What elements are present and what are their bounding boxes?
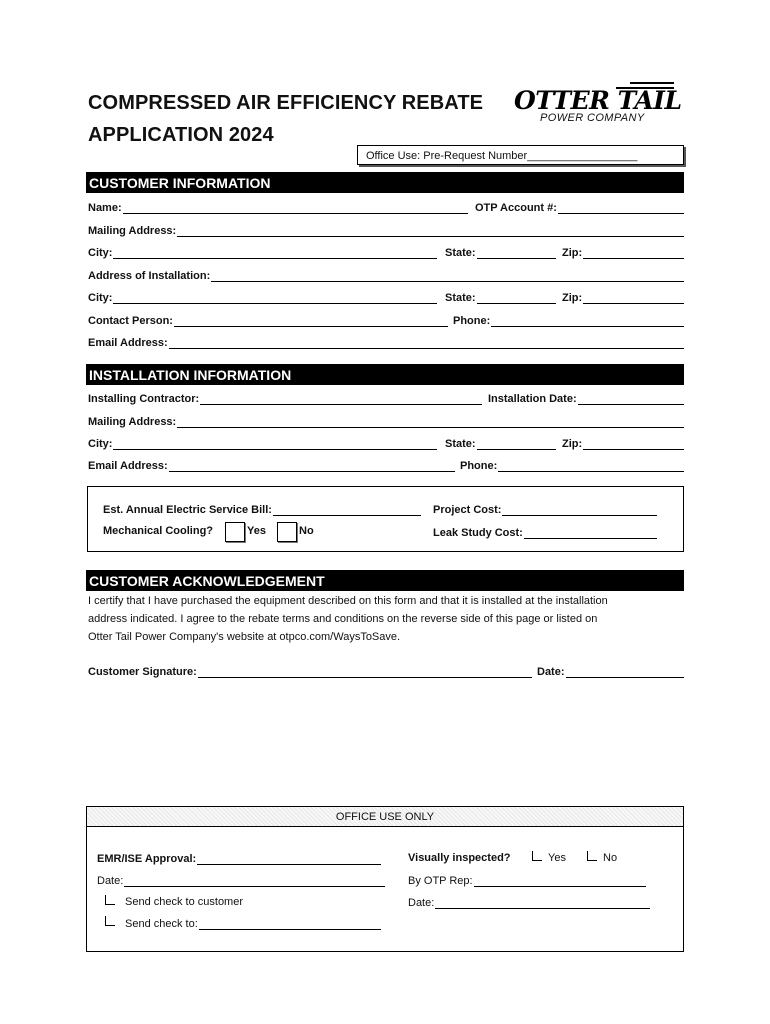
inst-zip-field[interactable] <box>562 436 684 450</box>
inspected-yes-checkbox[interactable] <box>532 851 542 861</box>
office-date-field[interactable] <box>97 873 385 887</box>
office-date2-field[interactable] <box>408 895 650 909</box>
row-otp-rep <box>408 873 648 889</box>
state-line[interactable] <box>477 247 556 259</box>
signature-field[interactable] <box>88 664 532 678</box>
office-date-label: Date: <box>97 875 124 887</box>
state-label: State: <box>445 247 476 259</box>
logo-wordmark: OTTER TAIL <box>514 86 682 115</box>
installing-contractor-field[interactable] <box>88 391 482 405</box>
signature-date-field[interactable] <box>537 664 684 678</box>
inst-mailing-address-label: Mailing Address: <box>88 416 177 428</box>
mech-cooling-label: Mechanical Cooling? <box>103 525 214 537</box>
otp-rep-line[interactable] <box>474 875 646 887</box>
mech-cooling-yes-label: Yes <box>247 525 266 537</box>
installation-date-line[interactable] <box>578 393 684 405</box>
otter-tail-logo <box>512 82 682 128</box>
office-use-prerequest-box[interactable]: Office Use: Pre-Request Number__________________ <box>357 145 684 165</box>
city2-label: City: <box>88 292 113 304</box>
form-title-line2: APPLICATION 2024 <box>88 124 274 146</box>
row-annual-bill <box>103 502 673 518</box>
office-date2-line[interactable] <box>435 897 650 909</box>
name-line[interactable] <box>123 202 468 214</box>
row-city2 <box>88 290 684 306</box>
otp-account-label: OTP Account #: <box>475 202 557 214</box>
row-contact <box>88 313 684 329</box>
state2-field[interactable] <box>445 290 556 304</box>
row-name <box>88 200 684 216</box>
state2-line[interactable] <box>477 292 556 304</box>
inst-phone-label: Phone: <box>460 460 498 472</box>
row-inst-city <box>88 436 684 452</box>
estimates-box <box>87 486 684 552</box>
city-label: City: <box>88 247 113 259</box>
zip2-field[interactable] <box>562 290 684 304</box>
installation-date-field[interactable] <box>488 391 684 405</box>
zip-label: Zip: <box>562 247 583 259</box>
inst-city-label: City: <box>88 438 113 450</box>
acknowledgement-heading: CUSTOMER ACKNOWLEDGEMENT <box>86 570 684 591</box>
emr-approval-field[interactable] <box>97 851 381 865</box>
name-label: Name: <box>88 202 122 214</box>
signature-label: Customer Signature: <box>88 666 197 678</box>
contact-person-line[interactable] <box>174 315 448 327</box>
mech-cooling-yes-checkbox[interactable] <box>225 522 245 542</box>
mech-cooling-no-checkbox[interactable] <box>277 522 297 542</box>
inst-state-field[interactable] <box>445 436 556 450</box>
inst-mailing-address-line[interactable] <box>177 416 684 428</box>
project-cost-field[interactable] <box>433 502 657 516</box>
zip-field[interactable] <box>562 245 684 259</box>
installation-info-heading: INSTALLATION INFORMATION <box>86 364 684 385</box>
otp-account-line[interactable] <box>558 202 684 214</box>
row-contractor <box>88 391 684 407</box>
contact-person-field[interactable] <box>88 313 448 327</box>
mailing-address-label: Mailing Address: <box>88 225 177 237</box>
row-inst-email <box>88 458 684 474</box>
installing-contractor-line[interactable] <box>200 393 482 405</box>
inspected-yes-label: Yes <box>548 852 566 864</box>
inst-city-field[interactable] <box>88 436 437 450</box>
row-office-date2 <box>408 895 650 911</box>
row-visually-inspected <box>408 851 678 867</box>
project-cost-label: Project Cost: <box>433 504 502 516</box>
annual-bill-label: Est. Annual Electric Service Bill: <box>103 504 272 516</box>
inst-mailing-address-field[interactable] <box>88 414 684 428</box>
logo-stripe-1 <box>630 82 674 84</box>
ack-line-2: address indicated. I agree to the rebate terms and conditions on the reverse side of this page or listed on <box>88 613 598 625</box>
address-installation-field[interactable] <box>88 268 684 282</box>
row-email <box>88 335 684 351</box>
leak-study-label: Leak Study Cost: <box>433 527 523 539</box>
otp-rep-field[interactable] <box>408 873 646 887</box>
emr-approval-label: EMR/ISE Approval: <box>97 853 197 865</box>
office-date-line[interactable] <box>124 875 385 887</box>
mailing-address-line[interactable] <box>177 225 684 237</box>
logo-subtitle: POWER COMPANY <box>540 112 645 124</box>
row-mailing <box>88 223 684 239</box>
row-send-customer <box>105 895 385 911</box>
signature-date-line[interactable] <box>566 666 684 678</box>
inst-phone-field[interactable] <box>460 458 684 472</box>
row-send-to <box>105 916 385 932</box>
installation-date-label: Installation Date: <box>488 393 577 405</box>
inst-state-line[interactable] <box>477 438 556 450</box>
row-city <box>88 245 684 261</box>
send-check-to-line[interactable] <box>199 918 381 930</box>
email-label: Email Address: <box>88 337 168 349</box>
signature-date-label: Date: <box>537 666 565 678</box>
city-field[interactable] <box>88 245 437 259</box>
form-title-line1: COMPRESSED AIR EFFICIENCY REBATE <box>88 92 484 114</box>
inst-email-line[interactable] <box>169 460 455 472</box>
acknowledgement-text <box>88 592 688 646</box>
send-check-to-label: Send check to: <box>125 918 198 930</box>
leak-study-line[interactable] <box>524 527 657 539</box>
leak-study-field[interactable] <box>433 525 657 539</box>
inst-email-label: Email Address: <box>88 460 168 472</box>
state-field[interactable] <box>445 245 556 259</box>
inst-zip-line[interactable] <box>583 438 684 450</box>
office-use-box <box>86 806 684 952</box>
row-inst-mailing <box>88 414 684 430</box>
zip2-line[interactable] <box>583 292 684 304</box>
inst-state-label: State: <box>445 438 476 450</box>
row-install-address <box>88 268 684 284</box>
row-office-date <box>97 873 387 889</box>
mailing-address-field[interactable] <box>88 223 684 237</box>
signature-line[interactable] <box>198 666 532 678</box>
name-field[interactable] <box>88 200 468 214</box>
zip-line[interactable] <box>583 247 684 259</box>
city2-line[interactable] <box>113 292 437 304</box>
phone-label: Phone: <box>453 315 491 327</box>
row-mech-cooling <box>103 522 673 544</box>
customer-info-heading: CUSTOMER INFORMATION <box>86 172 684 193</box>
inst-zip-label: Zip: <box>562 438 583 450</box>
send-check-to-field[interactable] <box>125 916 381 930</box>
email-field[interactable] <box>88 335 684 349</box>
annual-bill-line[interactable] <box>273 504 421 516</box>
otp-rep-label: By OTP Rep: <box>408 875 473 887</box>
state2-label: State: <box>445 292 476 304</box>
otp-account-field[interactable] <box>475 200 684 214</box>
zip2-label: Zip: <box>562 292 583 304</box>
ack-line-3: Otter Tail Power Company's website at otpco.com/WaysToSave. <box>88 631 401 643</box>
inspected-no-label: No <box>603 852 618 864</box>
row-emr <box>97 851 387 867</box>
office-use-heading: OFFICE USE ONLY <box>87 807 683 827</box>
row-signature <box>88 664 684 680</box>
annual-bill-field[interactable] <box>103 502 421 516</box>
send-check-customer-checkbox[interactable] <box>105 895 115 905</box>
city-line[interactable] <box>113 247 437 259</box>
emr-approval-line[interactable] <box>197 853 381 865</box>
city2-field[interactable] <box>88 290 437 304</box>
send-check-to-checkbox[interactable] <box>105 916 115 926</box>
send-check-customer-label: Send check to customer <box>125 896 244 908</box>
installing-contractor-label: Installing Contractor: <box>88 393 200 405</box>
inst-email-field[interactable] <box>88 458 455 472</box>
project-cost-line[interactable] <box>502 504 657 516</box>
visually-inspected-label: Visually inspected? <box>408 852 511 864</box>
phone-line[interactable] <box>491 315 684 327</box>
address-installation-label: Address of Installation: <box>88 270 211 282</box>
inst-city-line[interactable] <box>113 438 437 450</box>
inspected-no-checkbox[interactable] <box>587 851 597 861</box>
address-installation-line[interactable] <box>211 270 684 282</box>
mech-cooling-no-label: No <box>299 525 314 537</box>
phone-field[interactable] <box>453 313 684 327</box>
inst-phone-line[interactable] <box>498 460 684 472</box>
email-line[interactable] <box>169 337 684 349</box>
office-date2-label: Date: <box>408 897 435 909</box>
ack-line-1: I certify that I have purchased the equipment described on this form and that it is installed at the installation <box>88 595 608 607</box>
contact-person-label: Contact Person: <box>88 315 173 327</box>
